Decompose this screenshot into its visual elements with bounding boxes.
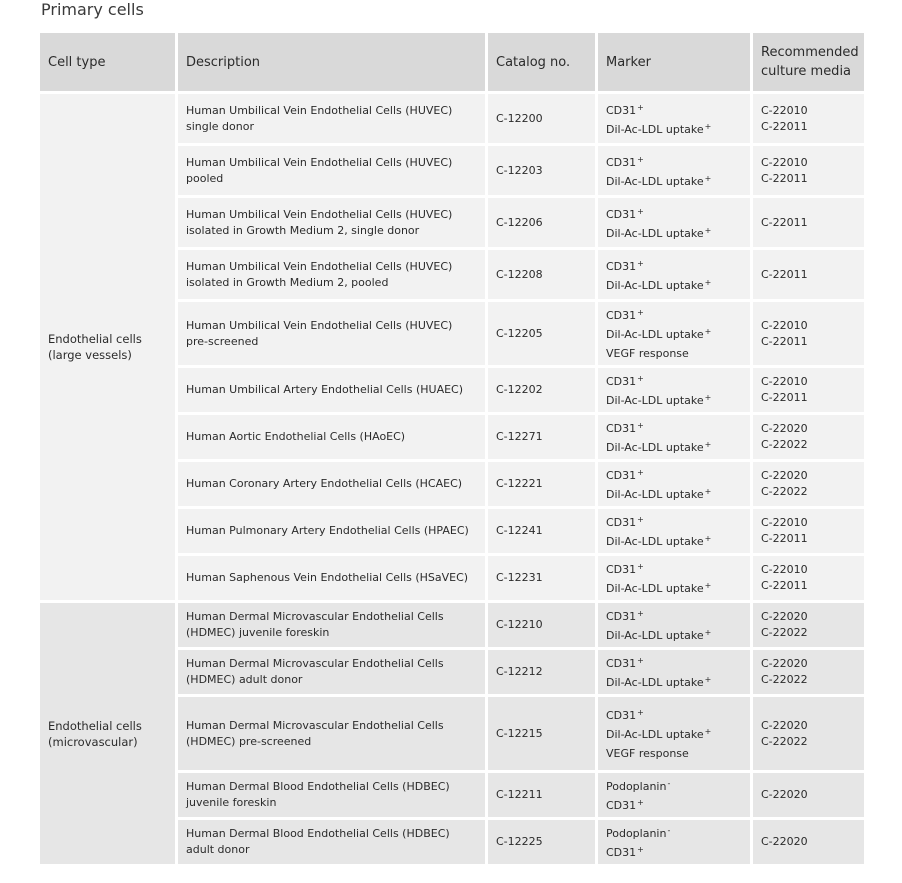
- marker-name: Dil-Ac-LDL uptake: [606, 488, 704, 501]
- marker-name: CD31: [606, 422, 637, 435]
- media-cell: [753, 820, 864, 867]
- cell-type-label: (microvascular): [48, 734, 138, 749]
- marker-line: [606, 256, 742, 275]
- media-code: C-22020: [761, 610, 808, 623]
- marker-sign: +: [704, 581, 712, 590]
- marker-name: CD31: [606, 155, 637, 169]
- media-code: C-22010: [761, 318, 808, 332]
- marker-sign: +: [704, 173, 712, 183]
- media-cell: [753, 650, 864, 697]
- marker-line: [606, 795, 742, 814]
- catalog-cell: C-12203: [488, 146, 598, 198]
- media-code: C-22022: [761, 626, 808, 639]
- media-cell: [753, 773, 864, 820]
- description-line: single donor: [186, 119, 254, 133]
- header-cell-type: Cell type: [40, 33, 178, 94]
- marker-line: [606, 743, 742, 762]
- table-row: [40, 603, 864, 650]
- marker-line: [606, 484, 742, 503]
- marker-line: [606, 672, 742, 691]
- description-line: Human Pulmonary Artery Endothelial Cells (HPAEC): [186, 524, 469, 537]
- media-cell: [753, 415, 864, 462]
- marker-line: [606, 465, 742, 484]
- description-cell: [178, 556, 488, 603]
- description-line: isolated in Growth Medium 2, single donor: [186, 223, 420, 237]
- marker-line: [606, 100, 742, 119]
- marker-line: [606, 119, 742, 138]
- marker-line: [606, 531, 742, 550]
- catalog-cell: C-12200: [488, 94, 598, 146]
- marker-sign: +: [637, 798, 644, 807]
- marker-name: CD31: [606, 610, 637, 623]
- cell-type-group: [40, 94, 178, 603]
- marker-line: [606, 204, 742, 223]
- description-line: (HDMEC) adult donor: [186, 673, 303, 686]
- marker-sign: +: [704, 487, 712, 496]
- description-cell: [178, 462, 488, 509]
- marker-cell: [598, 650, 753, 697]
- description-cell: [178, 773, 488, 820]
- media-cell: [753, 556, 864, 603]
- marker-name: CD31: [606, 469, 637, 482]
- media-code: C-22010: [761, 103, 808, 117]
- media-cell: [753, 146, 864, 198]
- marker-name: CD31: [606, 259, 637, 273]
- catalog-cell: C-12208: [488, 250, 598, 302]
- cell-group: [40, 94, 864, 603]
- marker-cell: [598, 94, 753, 146]
- marker-sign: +: [704, 393, 712, 402]
- marker-cell: [598, 146, 753, 198]
- header-media-line: culture media: [761, 64, 852, 79]
- cell-type-label: Endothelial cells: [48, 332, 142, 346]
- description-cell: [178, 198, 488, 250]
- media-cell: [753, 462, 864, 509]
- marker-sign: +: [704, 727, 712, 736]
- marker-line: [606, 390, 742, 409]
- media-cell: [753, 198, 864, 250]
- catalog-cell: C-12202: [488, 368, 598, 415]
- marker-line: [606, 823, 742, 842]
- marker-line: [606, 842, 742, 861]
- media-code: C-22011: [761, 334, 808, 348]
- marker-sign: +: [704, 534, 712, 543]
- page-title: Primary cells: [41, 0, 144, 19]
- description-cell: [178, 302, 488, 368]
- marker-name: VEGF response: [606, 347, 689, 360]
- marker-name: Dil-Ac-LDL uptake: [606, 278, 704, 292]
- marker-name: CD31: [606, 799, 637, 812]
- marker-sign: +: [704, 277, 712, 287]
- description-line: juvenile foreskin: [186, 796, 277, 809]
- media-code: C-22022: [761, 673, 808, 686]
- description-line: Human Dermal Microvascular Endothelial Cells: [186, 610, 444, 623]
- marker-line: [606, 305, 742, 324]
- marker-name: Dil-Ac-LDL uptake: [606, 728, 704, 741]
- description-cell: [178, 368, 488, 415]
- header-media-line: Recommended: [761, 45, 859, 60]
- marker-sign: +: [637, 609, 644, 618]
- marker-name: CD31: [606, 516, 637, 529]
- catalog-cell: C-12221: [488, 462, 598, 509]
- catalog-cell: C-12206: [488, 198, 598, 250]
- marker-name: Dil-Ac-LDL uptake: [606, 122, 704, 136]
- marker-cell: [598, 773, 753, 820]
- description-line: Human Dermal Microvascular Endothelial Cells: [186, 718, 444, 732]
- marker-name: CD31: [606, 207, 637, 221]
- media-code: C-22010: [761, 563, 808, 576]
- header-marker: Marker: [598, 33, 753, 94]
- media-code: C-22020: [761, 469, 808, 482]
- catalog-cell: C-12225: [488, 820, 598, 867]
- media-code: C-22011: [761, 579, 808, 592]
- media-cell: [753, 603, 864, 650]
- marker-line: [606, 724, 742, 743]
- media-code: C-22011: [761, 532, 808, 545]
- marker-sign: +: [704, 675, 712, 684]
- description-cell: [178, 94, 488, 146]
- media-cell: [753, 509, 864, 556]
- marker-line: [606, 275, 742, 294]
- media-code: C-22020: [761, 657, 808, 670]
- media-code: C-22022: [761, 485, 808, 498]
- marker-cell: [598, 462, 753, 509]
- catalog-cell: C-12211: [488, 773, 598, 820]
- media-code: C-22010: [761, 155, 808, 169]
- marker-cell: [598, 509, 753, 556]
- description-line: Human Aortic Endothelial Cells (HAoEC): [186, 430, 406, 443]
- marker-name: Dil-Ac-LDL uptake: [606, 394, 704, 407]
- header-row: [40, 33, 864, 94]
- media-code: C-22022: [761, 734, 808, 748]
- marker-name: Podoplanin: [606, 780, 667, 793]
- cell-type-group: [40, 603, 178, 867]
- catalog-cell: C-12271: [488, 415, 598, 462]
- media-code: C-22011: [761, 215, 808, 229]
- description-line: (HDMEC) juvenile foreskin: [186, 626, 330, 639]
- description-line: isolated in Growth Medium 2, pooled: [186, 275, 389, 289]
- marker-cell: [598, 556, 753, 603]
- marker-name: Dil-Ac-LDL uptake: [606, 174, 704, 188]
- marker-sign: +: [704, 121, 712, 131]
- media-code: C-22011: [761, 171, 808, 185]
- marker-name: VEGF response: [606, 747, 689, 760]
- marker-name: Dil-Ac-LDL uptake: [606, 226, 704, 240]
- catalog-cell: C-12205: [488, 302, 598, 368]
- marker-sign: +: [637, 468, 644, 477]
- marker-name: CD31: [606, 375, 637, 388]
- marker-sign: +: [637, 258, 644, 268]
- marker-sign: +: [704, 327, 712, 336]
- description-line: adult donor: [186, 843, 250, 856]
- media-code: C-22020: [761, 422, 808, 435]
- description-line: Human Coronary Artery Endothelial Cells (HCAEC): [186, 477, 463, 490]
- description-line: pre-screened: [186, 334, 259, 348]
- marker-name: Dil-Ac-LDL uptake: [606, 328, 704, 341]
- cell-type-label: (large vessels): [48, 348, 132, 362]
- media-cell: [753, 302, 864, 368]
- marker-line: [606, 512, 742, 531]
- marker-line: [606, 776, 742, 795]
- description-line: Human Dermal Microvascular Endothelial Cells: [186, 657, 444, 670]
- description-line: pooled: [186, 171, 224, 185]
- description-cell: [178, 146, 488, 198]
- marker-name: Dil-Ac-LDL uptake: [606, 441, 704, 454]
- marker-line: [606, 653, 742, 672]
- catalog-cell: C-12210: [488, 603, 598, 650]
- media-code: C-22011: [761, 267, 808, 281]
- media-code: C-22011: [761, 391, 808, 404]
- marker-sign: +: [637, 102, 644, 112]
- marker-name: Podoplanin: [606, 827, 667, 840]
- marker-sign: +: [704, 628, 712, 637]
- marker-name: Dil-Ac-LDL uptake: [606, 629, 704, 642]
- marker-line: [606, 418, 742, 437]
- marker-cell: [598, 820, 753, 867]
- marker-line: [606, 171, 742, 190]
- marker-line: [606, 324, 742, 343]
- marker-cell: [598, 198, 753, 250]
- description-cell: [178, 603, 488, 650]
- primary-cells-table: [40, 33, 864, 867]
- media-code: C-22010: [761, 375, 808, 388]
- marker-cell: [598, 302, 753, 368]
- cell-group: [40, 603, 864, 867]
- marker-sign: +: [704, 440, 712, 449]
- media-cell: [753, 368, 864, 415]
- header-catalog: Catalog no.: [488, 33, 598, 94]
- description-line: Human Umbilical Artery Endothelial Cells (HUAEC): [186, 383, 464, 396]
- marker-name: CD31: [606, 309, 637, 322]
- marker-sign: -: [667, 826, 671, 835]
- marker-line: [606, 578, 742, 597]
- catalog-cell: C-12215: [488, 697, 598, 773]
- marker-line: [606, 437, 742, 456]
- media-cell: [753, 697, 864, 773]
- description-cell: [178, 650, 488, 697]
- marker-line: [606, 223, 742, 242]
- description-line: Human Dermal Blood Endothelial Cells (HDBEC): [186, 780, 450, 793]
- marker-line: [606, 705, 742, 724]
- marker-name: CD31: [606, 709, 637, 722]
- marker-line: [606, 343, 742, 362]
- media-cell: [753, 94, 864, 146]
- marker-sign: +: [637, 421, 644, 430]
- description-cell: [178, 509, 488, 556]
- description-cell: [178, 415, 488, 462]
- marker-line: [606, 606, 742, 625]
- marker-sign: +: [637, 845, 644, 854]
- description-line: Human Umbilical Vein Endothelial Cells (HUVEC): [186, 103, 453, 117]
- marker-sign: +: [637, 708, 644, 717]
- media-code: C-22020: [761, 718, 808, 732]
- header-description: Description: [178, 33, 488, 94]
- marker-name: CD31: [606, 846, 637, 859]
- description-line: Human Umbilical Vein Endothelial Cells (HUVEC): [186, 318, 453, 332]
- media-cell: [753, 250, 864, 302]
- description-line: Human Umbilical Vein Endothelial Cells (HUVEC): [186, 259, 453, 273]
- marker-line: [606, 371, 742, 390]
- marker-name: Dil-Ac-LDL uptake: [606, 676, 704, 689]
- marker-name: Dil-Ac-LDL uptake: [606, 582, 704, 595]
- marker-cell: [598, 603, 753, 650]
- description-cell: [178, 820, 488, 867]
- marker-sign: +: [704, 225, 712, 235]
- marker-sign: +: [637, 515, 644, 524]
- media-code: C-22010: [761, 516, 808, 529]
- description-cell: [178, 250, 488, 302]
- media-code: C-22020: [761, 788, 808, 801]
- marker-sign: -: [667, 779, 671, 788]
- marker-sign: +: [637, 656, 644, 665]
- marker-line: [606, 559, 742, 578]
- media-code: C-22022: [761, 438, 808, 451]
- marker-line: [606, 152, 742, 171]
- marker-sign: +: [637, 206, 644, 216]
- media-code: C-22020: [761, 835, 808, 848]
- media-code: C-22011: [761, 119, 808, 133]
- marker-name: CD31: [606, 657, 637, 670]
- marker-cell: [598, 250, 753, 302]
- marker-name: CD31: [606, 103, 637, 117]
- description-line: Human Umbilical Vein Endothelial Cells (HUVEC): [186, 155, 453, 169]
- marker-sign: +: [637, 562, 644, 571]
- catalog-cell: C-12231: [488, 556, 598, 603]
- marker-sign: +: [637, 374, 644, 383]
- marker-cell: [598, 415, 753, 462]
- marker-sign: +: [637, 308, 644, 317]
- description-line: (HDMEC) pre-screened: [186, 734, 312, 748]
- description-cell: [178, 697, 488, 773]
- marker-cell: [598, 697, 753, 773]
- description-line: Human Dermal Blood Endothelial Cells (HDBEC): [186, 827, 450, 840]
- marker-sign: +: [637, 154, 644, 164]
- description-line: Human Saphenous Vein Endothelial Cells (HSaVEC): [186, 571, 469, 584]
- marker-name: Dil-Ac-LDL uptake: [606, 535, 704, 548]
- marker-line: [606, 625, 742, 644]
- description-line: Human Umbilical Vein Endothelial Cells (HUVEC): [186, 207, 453, 221]
- catalog-cell: C-12212: [488, 650, 598, 697]
- marker-name: CD31: [606, 563, 637, 576]
- catalog-cell: C-12241: [488, 509, 598, 556]
- cell-type-label: Endothelial cells: [48, 718, 142, 733]
- header-media: [753, 33, 864, 94]
- table-row: [40, 94, 864, 146]
- marker-cell: [598, 368, 753, 415]
